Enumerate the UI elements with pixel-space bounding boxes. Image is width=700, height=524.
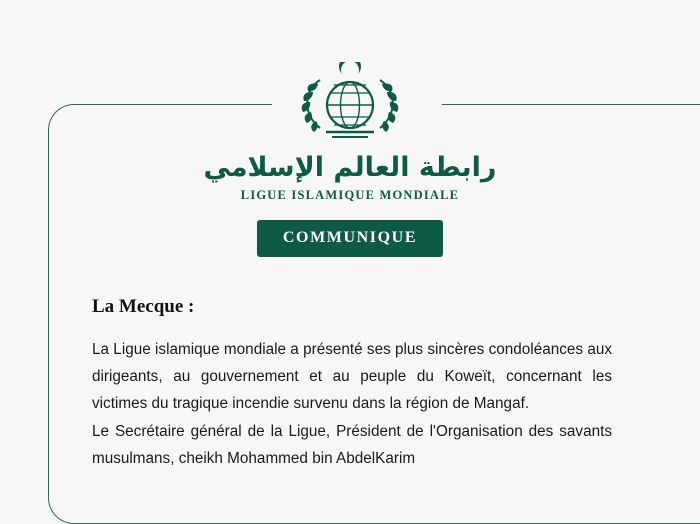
document-body: [92, 296, 612, 473]
globe-wreath-crescent-emblem: [0, 62, 700, 146]
status-badge: COMMUNIQUE: [257, 220, 443, 257]
organization-latin-name: LIGUE ISLAMIQUE MONDIALE: [240, 188, 460, 202]
paragraph-1: La Ligue islamique mondiale a présenté ses plus sincères condoléances aux dirigeants, au gouvernement et au peuple du Koweït, concernant les victimes du tragique incendie survenu dans la région de Mangaf.: [92, 341, 612, 412]
paragraph-2: Le Secrétaire général de la Ligue, Président de l'Organisation des savants musulmans, cheikh Mohammed bin AbdelKarim: [92, 423, 612, 467]
document-header: [0, 0, 700, 257]
dateline: La Mecque :: [92, 296, 195, 317]
organization-arabic-name: رابطة العالم الإسلامي: [203, 152, 497, 183]
